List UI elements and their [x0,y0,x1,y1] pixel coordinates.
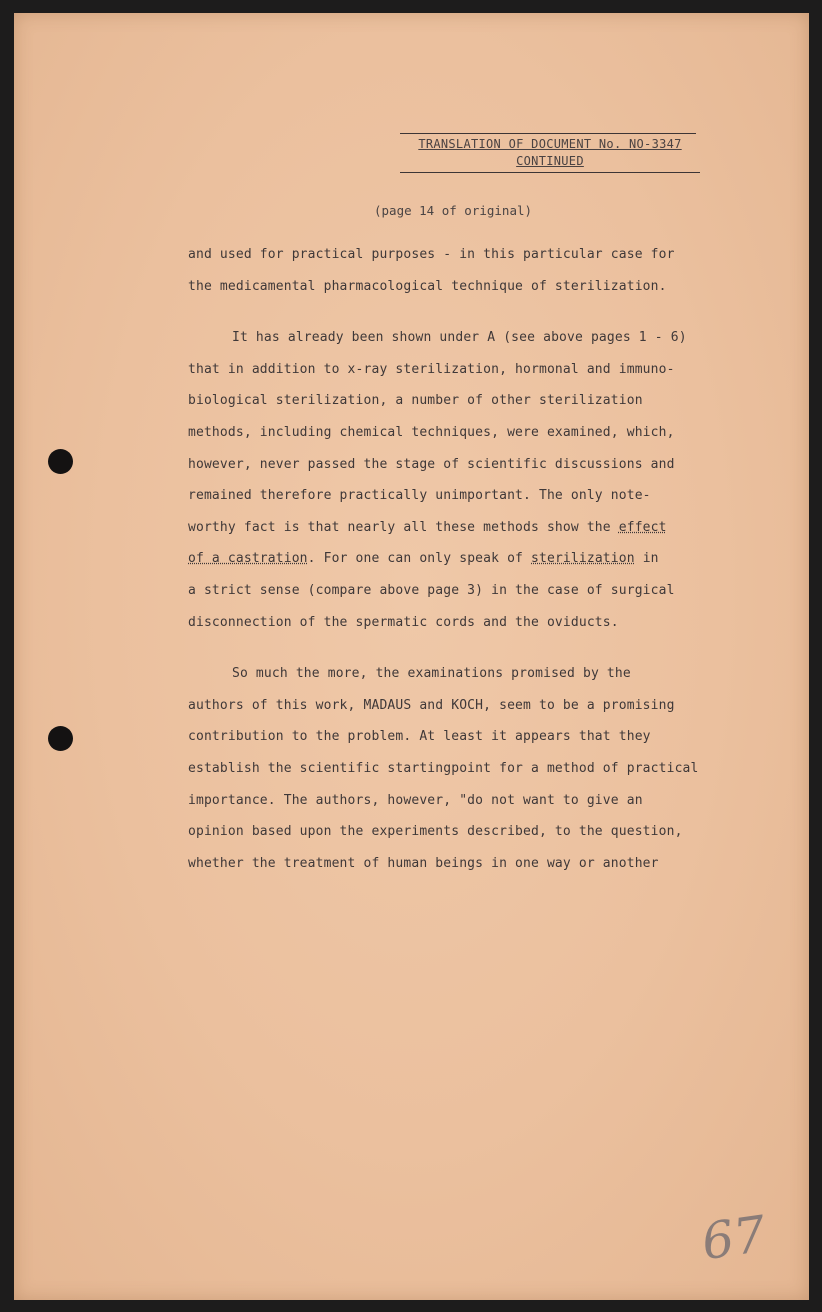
header-subtitle: CONTINUED [516,154,584,168]
body-text [188,239,748,879]
text-line: contribution to the problem. At least it appears that they [188,729,651,745]
header-rule-bottom [400,172,700,173]
paragraph-3 [188,658,748,879]
handwritten-page-number: 67 [698,1204,770,1272]
text-line: methods, including chemical techniques, were examined, which, [188,424,675,440]
text-line: authors of this work, MADAUS and KOCH, seem to be a promising [188,697,675,713]
text-line: It has already been shown under A (see above pages 1 - 6) [232,330,687,346]
text-line: a strict sense (compare above page 3) in the case of surgical [188,582,675,598]
text-line: that in addition to x-ray sterilization, hormonal and immuno- [188,361,675,377]
text-line: disconnection of the spermatic cords and the oviducts. [188,614,619,630]
underlined-text: of a castration [188,551,308,567]
text-line: establish the scientific startingpoint for a method of practical [188,760,699,776]
text-line: opinion based upon the experiments described, to the question, [188,824,683,840]
underlined-text: sterilization [531,551,635,567]
text-line: importance. The authors, however, "do not want to give an [188,792,643,808]
paragraph-1 [188,239,748,302]
page-reference: (page 14 of original) [374,203,533,218]
text-line: however, never passed the stage of scientific discussions and [188,456,675,472]
text-line: So much the more, the examinations promised by the [232,666,631,682]
punch-hole [48,726,73,751]
text-line: and used for practical purposes - in this particular case for [188,247,675,262]
punch-hole [48,449,73,474]
text-fragment: worthy fact is that nearly all these methods show the [188,519,619,535]
paragraph-2 [188,322,748,638]
text-line [188,543,748,575]
header-rule-top [400,133,696,134]
document-page [14,13,809,1300]
text-fragment: in [634,551,659,567]
underlined-text: effect [618,519,667,535]
text-line: biological sterilization, a number of other sterilization [188,393,643,409]
text-line: remained therefore practically unimportant. The only note- [188,488,651,504]
text-line [188,512,748,544]
text-fragment: . For one can only speak of [307,551,532,567]
text-line: whether the treatment of human beings in one way or another [188,855,659,871]
header-title: TRANSLATION OF DOCUMENT No. NO-3347 [418,137,682,151]
document-header [400,133,700,173]
text-line: the medicamental pharmacological technique of sterilization. [188,278,667,294]
